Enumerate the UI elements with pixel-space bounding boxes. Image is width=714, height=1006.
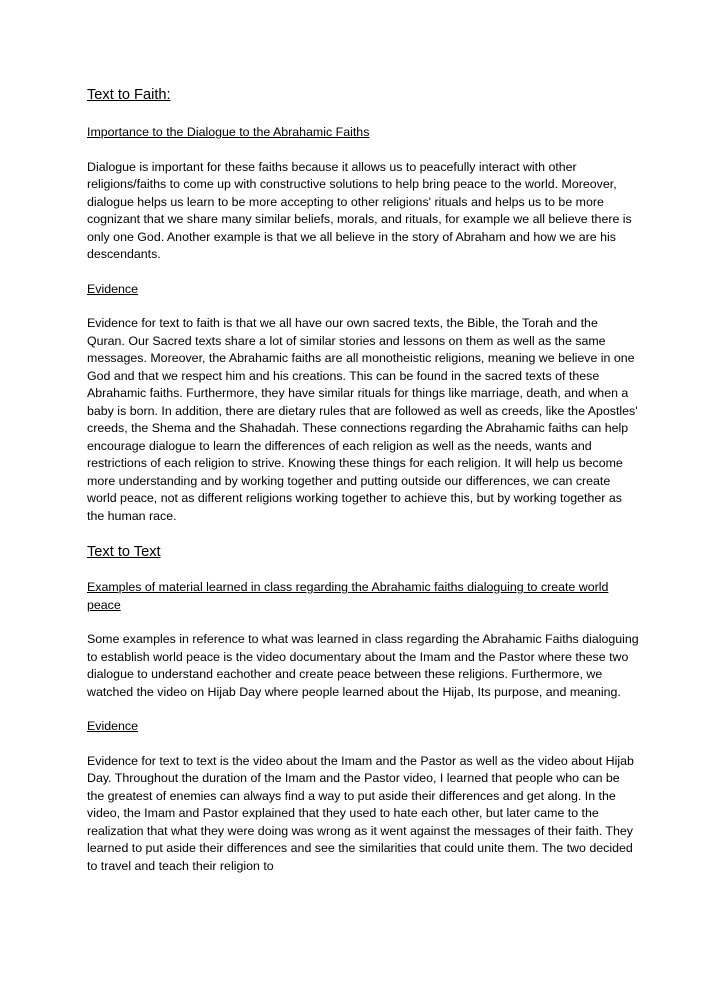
subheading-importance-of-dialogue: Importance to the Dialogue to the Abrahamic Faiths bbox=[87, 125, 370, 139]
paragraph-examples-of-material: Some examples in reference to what was learned in class regarding the Abrahamic Faiths dialoguing to establish world peace is the video documentary about the Imam and the Pastor where these two dialogue to understand eachother and create peace between these religions. Furthermore, we watched the video on Hijab Day where people learned about the Hijab, Its purpose, and meaning. bbox=[87, 632, 639, 699]
section-heading-text-to-text: Text to Text bbox=[87, 544, 161, 560]
paragraph-evidence-faith: Evidence for text to faith is that we all have our own sacred texts, the Bible, the Torah and the Quran. Our Sacred texts share a lot of similar stories and lessons on them as well as the same messages. Moreover, the Abrahamic faiths are all monotheistic religions, meaning we believe in one God and that we respect him and his creations. This can be found in the sacred texts of these Abrahamic faiths. Furthermore, they have similar rituals for things like marriage, death, and when a baby is born. In addition, there are dietary rules that are followed as well as creeds, like the Apostles' creeds, the Shema and the Shahadah. These connections regarding the Abrahamic faiths can help encourage dialogue to learn the differences of each religion as well as the needs, wants and restrictions of each religion to strive. Knowing these things for each religion. It will help us become more understanding and by working together and putting outside our differences, we can create world peace, not as different religions working together to achieve this, but by working together as the human race. bbox=[87, 316, 638, 523]
paragraph-importance-of-dialogue: Dialogue is important for these faiths because it allows us to peacefully interact with other religions/faiths to come up with constructive solutions to help bring peace to the world. Moreover, dialogue helps us learn to be more accepting to other religions' rituals and helps us to be more cognizant that we share many similar beliefs, morals, and rituals, for example we all believe there is only one God. Another example is that we all believe in the story of Abraham and how we are his descendants. bbox=[87, 159, 632, 261]
document-page bbox=[87, 86, 639, 875]
paragraph-evidence-text: Evidence for text to text is the video about the Imam and the Pastor as well as the video about Hijab Day. Throughout the duration of the Imam and the Pastor video, I learned that people who can be the greatest of enemies can always find a way to put aside their differences and get along. In the video, the Imam and Pastor explained that they used to hate each other, but later came to the realization that what they were doing was wrong as it went against the messages of their faith. They learned to put aside their differences and see the similarities that could unite them. The two decided to travel and teach their religion to bbox=[87, 753, 634, 873]
subheading-evidence-faith: Evidence bbox=[87, 281, 138, 296]
subheading-examples-of-material: Examples of material learned in class regarding the Abrahamic faiths dialoguing to create world peace bbox=[87, 580, 609, 612]
section-heading-text-to-faith: Text to Faith: bbox=[87, 87, 171, 103]
subheading-evidence-text: Evidence bbox=[87, 719, 138, 733]
